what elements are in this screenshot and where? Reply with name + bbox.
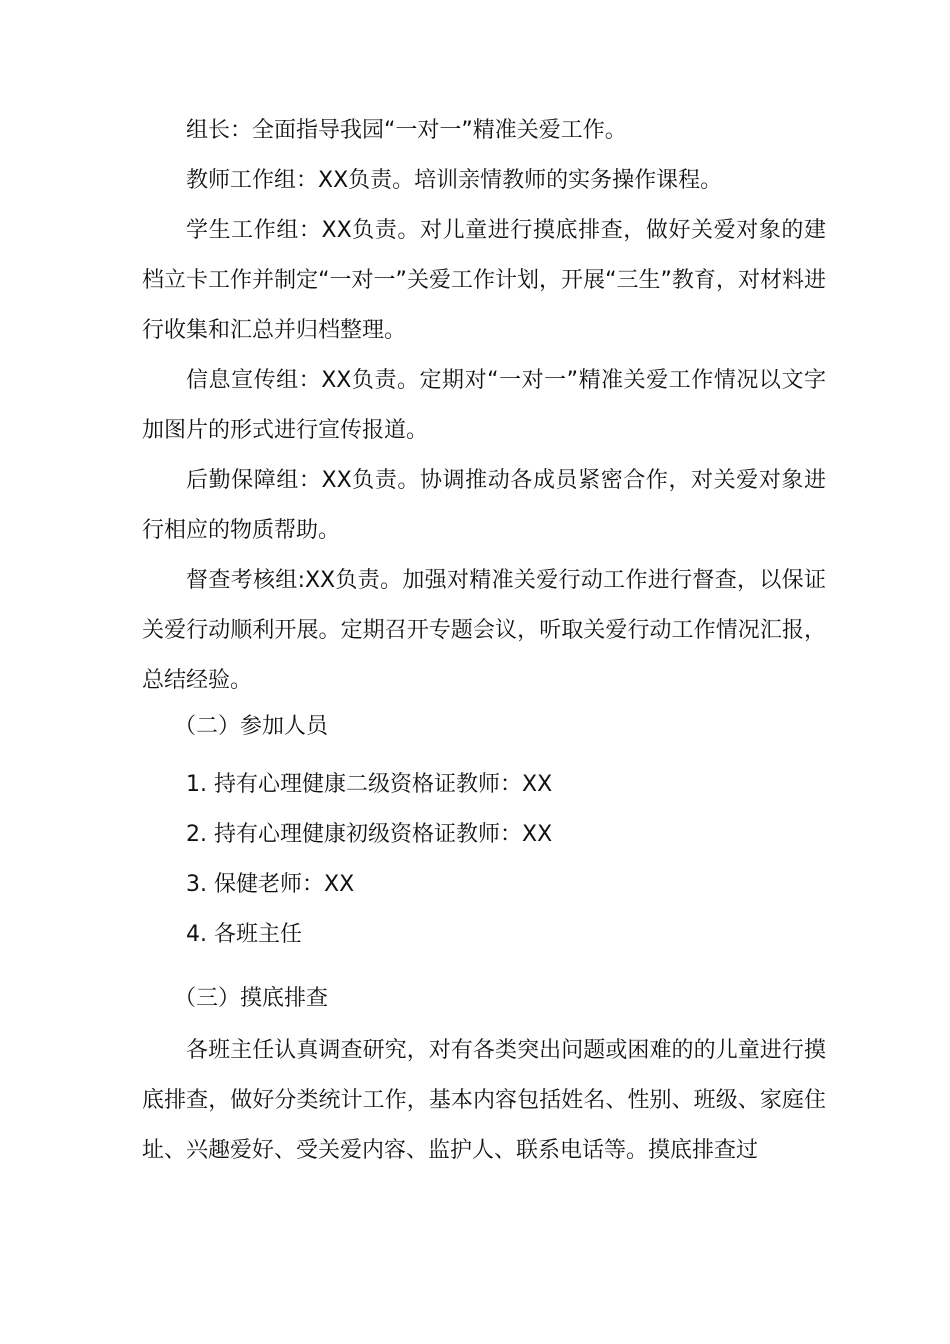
list-number: 2. bbox=[186, 822, 207, 847]
section-heading-screening: （三）摸底排查 bbox=[174, 986, 329, 1011]
screening-paragraph: 各班主任认真调查研究，对有各类突出问题或困难的的儿童进行摸底排查，做好分类统计工作，基本内容包括姓名、性别、班级、家庭住址、兴趣爱好、受关爱内容、监护人、联系电话等。摸底排查过 bbox=[142, 1038, 826, 1163]
list-number: 4. bbox=[186, 922, 207, 947]
list-item bbox=[186, 760, 826, 810]
list-number: 3. bbox=[186, 872, 207, 897]
student-group-paragraph: 学生工作组：XX负责。对儿童进行摸底排查，做好关爱对象的建档立卡工作并制定“一对一”关爱工作计划，开展“三生”教育，对材料进行收集和汇总并归档整理。 bbox=[142, 218, 826, 343]
list-text: 保健老师：XX bbox=[214, 872, 355, 897]
section-heading-participants: （二）参加人员 bbox=[174, 714, 329, 739]
supervision-group-paragraph: 督查考核组:XX负责。加强对精准关爱行动工作进行督查，以保证关爱行动顺利开展。定期召开专题会议，听取关爱行动工作情况汇报，总结经验。 bbox=[142, 568, 826, 693]
list-item bbox=[186, 810, 826, 860]
leader-paragraph: 组长：全面指导我园“一对一”精准关爱工作。 bbox=[186, 118, 627, 143]
list-text: 持有心理健康二级资格证教师：XX bbox=[214, 772, 553, 797]
list-item bbox=[186, 860, 826, 910]
list-text: 持有心理健康初级资格证教师：XX bbox=[214, 822, 553, 847]
list-item bbox=[186, 910, 826, 960]
teacher-group-paragraph: 教师工作组：XX负责。培训亲情教师的实务操作课程。 bbox=[186, 168, 723, 193]
list-number: 1. bbox=[186, 772, 207, 797]
list-text: 各班主任 bbox=[214, 922, 303, 947]
logistics-group-paragraph: 后勤保障组：XX负责。协调推动各成员紧密合作，对关爱对象进行相应的物质帮助。 bbox=[142, 468, 826, 543]
info-group-paragraph: 信息宣传组：XX负责。定期对“一对一”精准关爱工作情况以文字加图片的形式进行宣传报道。 bbox=[142, 368, 826, 443]
